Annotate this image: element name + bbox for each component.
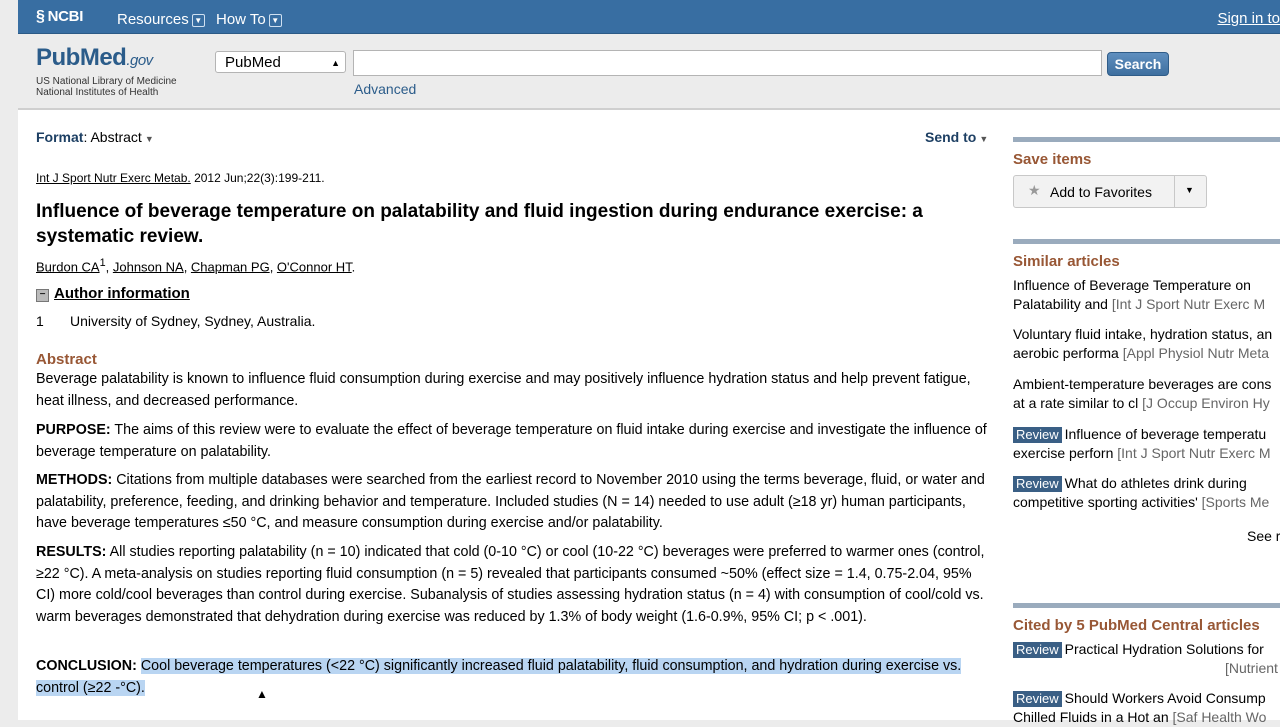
caret-down-icon: ▼ bbox=[144, 134, 154, 144]
author-list: Burdon $CA^1$, Johnson NA, Chapman PG, O'Connor HT. bbox=[36, 257, 356, 275]
abstract-results: RESULTS: All studies reporting palatability (n = 10) indicated that cold (0-10 °C) or cool (10-22 °C) beverages were preferred to warmer ones (control, ≥22 °C). A meta-analysis on studies reporting fluid consumption (n = 5) revealed that participants consumed ~50% (effect size = 1.4, 0.75-2.04, 95% CI) more cold/cool beverages than control during exercise. Subanalysis of studies assessing hydration status (n = 4) with consumption of cool/cold vs. warm beverages demonstrated that dehydration during exercise was reduced by 1.3% of body weight (1.6-0.9%, 95% CI; p < .001). bbox=[36, 544, 985, 625]
affiliation: 1 University of Sydney, Sydney, Australia. bbox=[36, 313, 316, 329]
ncbi-top-bar bbox=[18, 0, 1280, 34]
section-divider bbox=[1013, 603, 1280, 608]
format-selector[interactable]: Format: Abstract ▼ bbox=[36, 129, 154, 145]
similar-article-item[interactable]: Influence of Beverage Temperature on Palatability and [Int J Sport Nutr Exerc M bbox=[1013, 277, 1266, 312]
section-divider bbox=[1013, 137, 1280, 142]
nlm-org-text: US National Library of Medicine National Institutes of Health bbox=[36, 76, 177, 98]
dna-helix-icon: § bbox=[36, 8, 45, 25]
section-divider bbox=[1013, 239, 1280, 244]
author-link[interactable]: Johnson NA bbox=[112, 259, 184, 275]
chevron-down-icon[interactable]: ▼ bbox=[1185, 185, 1194, 195]
howto-menu[interactable]: How To ▼ bbox=[216, 11, 282, 28]
chevron-down-icon: ▼ bbox=[269, 14, 282, 27]
database-select[interactable]: PubMed ▲ bbox=[215, 51, 346, 73]
collapse-icon: − bbox=[36, 289, 49, 302]
advanced-search-link[interactable]: Advanced bbox=[354, 81, 417, 97]
send-to-menu[interactable]: Send to ▼ bbox=[925, 129, 989, 145]
similar-article-item[interactable]: Review What do athletes drink during competitive sporting activities' [Sports Me bbox=[1013, 475, 1270, 510]
abstract-intro: Beverage palatability is known to influence fluid consumption during exercise and may positively influence hydration status and help prevent fatigue, heat illness, and decreased performance. bbox=[36, 371, 971, 409]
pubmed-header bbox=[18, 34, 1280, 110]
author-link[interactable]: Burdon CA bbox=[36, 259, 100, 275]
cited-by-heading: Cited by 5 PubMed Central articles bbox=[1013, 617, 1260, 634]
search-button[interactable]: Search bbox=[1107, 52, 1169, 76]
author-link[interactable]: O'Connor HT bbox=[276, 259, 352, 275]
save-items-heading: Save items bbox=[1013, 151, 1092, 168]
pubmed-logo[interactable]: PubMed.gov bbox=[36, 44, 153, 71]
review-badge: Review bbox=[1013, 476, 1062, 492]
mouse-cursor-icon: ▲ bbox=[256, 687, 268, 701]
search-input[interactable] bbox=[353, 50, 1102, 76]
similar-articles-heading: Similar articles bbox=[1013, 253, 1120, 270]
journal-link[interactable]: Int J Sport Nutr Exerc Metab. bbox=[36, 171, 191, 185]
cited-article-item[interactable]: Review Should Workers Avoid Consump Chilled Fluids in a Hot an [Saf Health Wo bbox=[1013, 690, 1267, 725]
abstract-conclusion: CONCLUSION: Cool beverage temperatures (<22 °C) significantly increased fluid palatability, fluid consumption, and hydration during exercise vs. control (≥22 -°C). bbox=[36, 658, 962, 696]
add-to-favorites-button[interactable]: ★ Add to Favorites ▼ bbox=[1013, 175, 1207, 208]
chevron-down-icon: ▼ bbox=[192, 14, 205, 27]
abstract-purpose: PURPOSE: The aims of this review were to evaluate the effect of beverage temperature on fluid intake during exercise and investigate the influence of beverage temperature on palatability. bbox=[36, 422, 987, 460]
select-arrows-icon: ▲ bbox=[331, 58, 340, 68]
abstract-methods: METHODS: Citations from multiple databases were searched from the earliest record to November 2010 using the terms beverage, fluid, or water and palatability, preference, feeding, and drinking behavior and temperature. Included studies (N = 14) needed to use adult (≥18 yr) human participants, have beverage temperatures ≤50 °C, and measure consumption during exercise and/or palatability. bbox=[36, 472, 985, 531]
review-badge: Review bbox=[1013, 427, 1062, 443]
selected-text[interactable]: Cool beverage temperatures (<22 °C) significantly increased fluid palatability, fluid consumption, and hydration during exercise vs. control (≥22 -°C). bbox=[36, 658, 962, 696]
resources-menu[interactable]: Resources ▼ bbox=[117, 11, 205, 28]
review-badge: Review bbox=[1013, 642, 1062, 658]
citation: Int J Sport Nutr Exerc Metab. 2012 Jun;22(3):199-211. bbox=[36, 171, 325, 185]
similar-article-item[interactable]: Voluntary fluid intake, hydration status, an aerobic performa [Appl Physiol Nutr Meta bbox=[1013, 326, 1273, 361]
abstract-heading: Abstract bbox=[36, 351, 97, 368]
ncbi-logo[interactable]: § NCBI bbox=[36, 8, 84, 25]
cited-article-item[interactable]: Review Practical Hydration Solutions for [Nutrient bbox=[1013, 640, 1280, 678]
similar-article-item[interactable]: Ambient-temperature beverages are cons at a rate similar to cl [J Occup Environ Hy bbox=[1013, 376, 1272, 411]
similar-article-item[interactable]: Review Influence of beverage temperatu exercise perforn [Int J Sport Nutr Exerc M bbox=[1013, 426, 1271, 461]
sign-in-link[interactable]: Sign in to bbox=[1217, 10, 1280, 27]
article-title: Influence of beverage temperature on palatability and fluid ingestion during endurance exercise: a systematic review. bbox=[36, 201, 923, 247]
review-badge: Review bbox=[1013, 691, 1062, 707]
see-reviews-link[interactable]: See r bbox=[1247, 528, 1280, 544]
star-icon: ★ bbox=[1028, 182, 1041, 198]
author-information-toggle[interactable]: − Author information bbox=[36, 285, 190, 302]
author-link[interactable]: Chapman PG bbox=[190, 259, 270, 275]
caret-down-icon: ▼ bbox=[979, 134, 989, 144]
content-area bbox=[18, 110, 1280, 725]
